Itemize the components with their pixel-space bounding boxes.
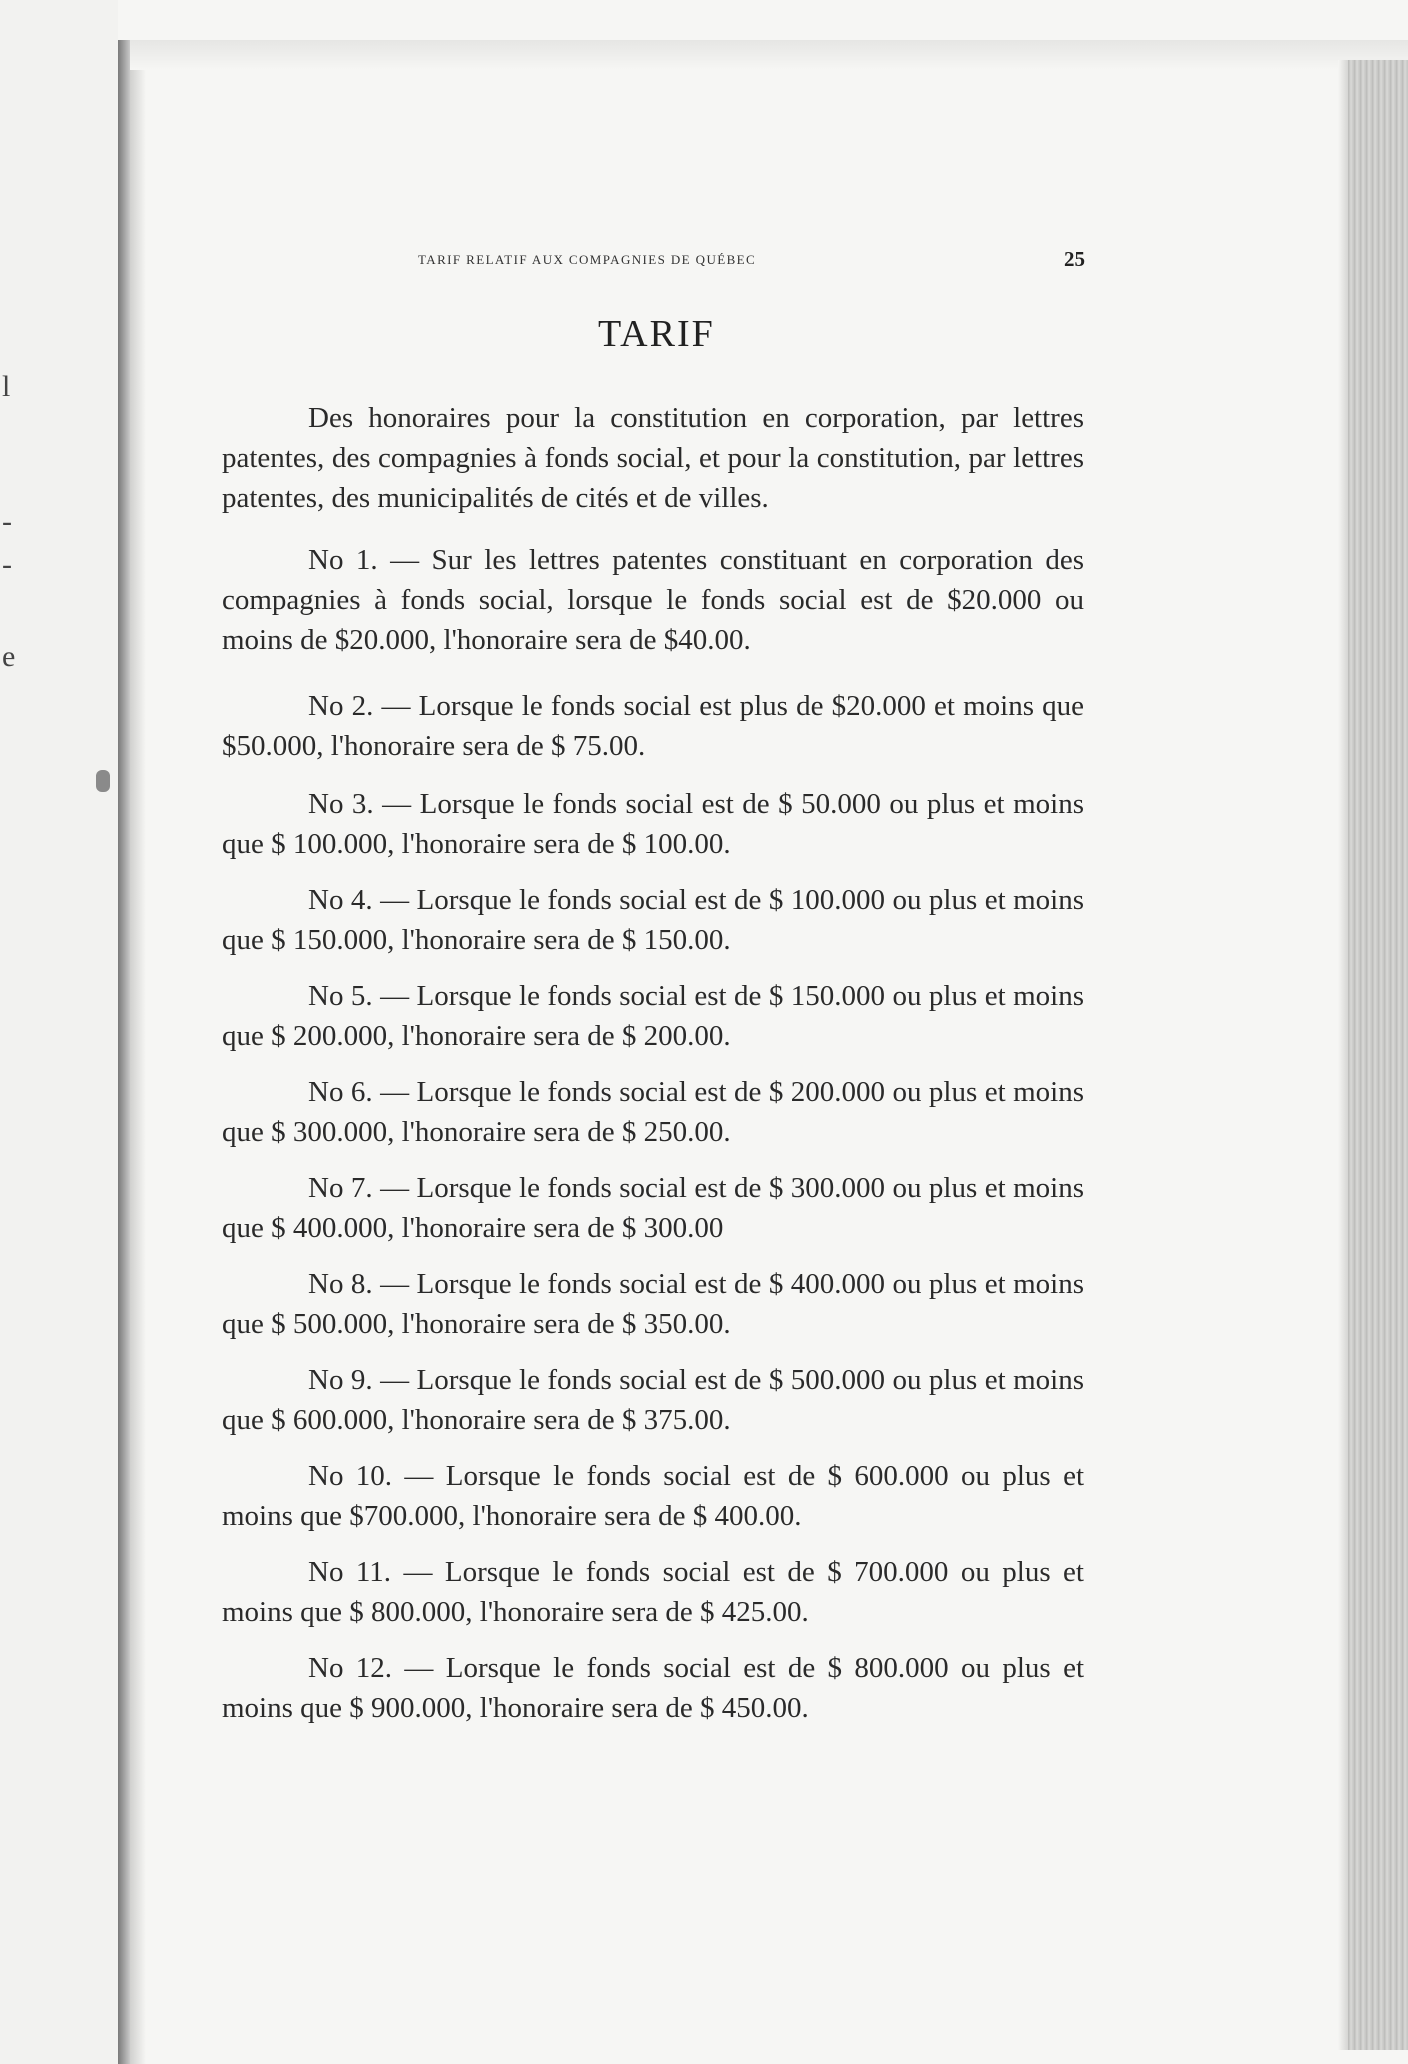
page-number: 25: [1064, 247, 1085, 271]
tariff-item: No 5. — Lorsque le fonds social est de $ 150.000 ou plus et moins que $ 200.000, l'honoraire sera de $ 200.00.: [222, 980, 1084, 1052]
spine-shadow: [130, 40, 146, 2064]
left-facing-page: [0, 0, 118, 2064]
running-head: TARIF RELATIF AUX COMPAGNIES DE QUÉBEC: [418, 252, 757, 267]
tariff-item: No 7. — Lorsque le fonds social est de $ 300.000 ou plus et moins que $ 400.000, l'honoraire sera de $ 300.00: [222, 1172, 1084, 1244]
tariff-item: No 9. — Lorsque le fonds social est de $ 500.000 ou plus et moins que $ 600.000, l'honoraire sera de $ 375.00.: [222, 1364, 1084, 1436]
tariff-item: No 4. — Lorsque le fonds social est de $ 100.000 ou plus et moins que $ 150.000, l'honoraire sera de $ 150.00.: [222, 884, 1084, 956]
tariff-item: No 12. — Lorsque le fonds social est de $ 800.000 ou plus et moins que $ 900.000, l'honoraire sera de $ 450.00.: [222, 1652, 1084, 1724]
intro-paragraph: Des honoraires pour la constitution en corporation, par lettres patentes, des compagnies à fonds social, et pour la constitution, par lettres patentes, des municipalités de cités et de villes.: [222, 402, 1084, 514]
page-edges: [1348, 60, 1408, 2050]
tariff-item: No 8. — Lorsque le fonds social est de $ 400.000 ou plus et moins que $ 500.000, l'honoraire sera de $ 350.00.: [222, 1268, 1084, 1340]
tariff-item: No 6. — Lorsque le fonds social est de $ 200.000 ou plus et moins que $ 300.000, l'honoraire sera de $ 250.00.: [222, 1076, 1084, 1148]
binding-mark: [96, 770, 110, 792]
tariff-item: No 2. — Lorsque le fonds social est plus de $20.000 et moins que $50.000, l'honoraire sera de $ 75.00.: [222, 690, 1084, 762]
tariff-item: No 10. — Lorsque le fonds social est de $ 600.000 ou plus et moins que $700.000, l'honoraire sera de $ 400.00.: [222, 1460, 1084, 1532]
top-shade: [130, 40, 1408, 70]
tariff-item: No 3. — Lorsque le fonds social est de $ 50.000 ou plus et moins que $ 100.000, l'honoraire sera de $ 100.00.: [222, 788, 1084, 860]
left-page-fragment: -: [2, 548, 12, 581]
tariff-item: No 1. — Sur les lettres patentes constituant en corporation des compagnies à fonds social, lorsque le fonds social est de $20.000 ou moins de $20.000, l'honoraire sera de $40.00.: [222, 544, 1084, 656]
left-page-fragment: -: [2, 505, 12, 538]
left-page-fragment: l: [2, 370, 11, 403]
document-body: [222, 398, 1084, 1744]
page-edge-shadow: [1338, 60, 1348, 2050]
left-page-fragment: e: [2, 640, 16, 673]
book-spine: [118, 40, 130, 2064]
page-title: TARIF: [598, 313, 715, 355]
tariff-item: No 11. — Lorsque le fonds social est de $ 700.000 ou plus et moins que $ 800.000, l'honoraire sera de $ 425.00.: [222, 1556, 1084, 1628]
